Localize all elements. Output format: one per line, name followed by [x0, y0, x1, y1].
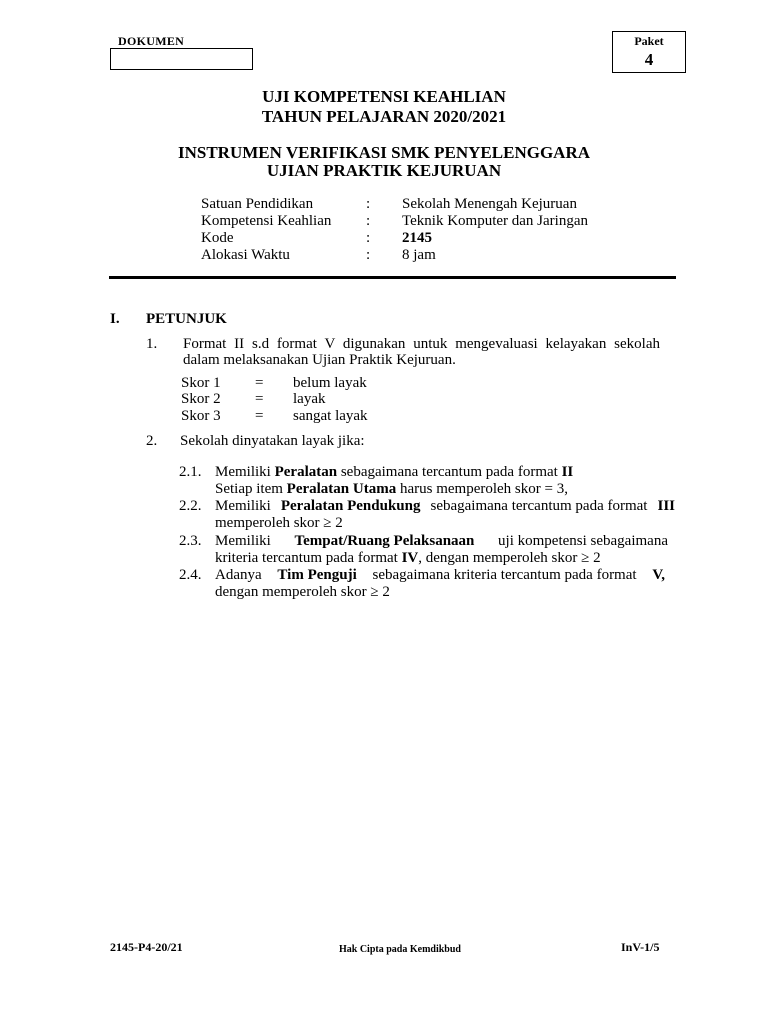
paket-number: 4: [644, 50, 654, 69]
title-line-3: INSTRUMEN VERIFIKASI SMK PENYELENGGARA: [178, 143, 590, 162]
text-run-bold: Tempat/Ruang Pelaksanaan: [294, 533, 475, 549]
info-value: Teknik Komputer dan Jaringan: [402, 213, 588, 229]
item-1-text: Format II s.d format V digunakan untuk mengevaluasi kelayakan sekolah: [183, 336, 660, 352]
footer-page-number: InV-1/5: [621, 940, 660, 954]
info-value-kode: 2145: [402, 230, 432, 246]
sub-item-2-2-line-2: memperoleh skor ≥ 2: [215, 515, 343, 531]
item-1-line-1: [183, 336, 660, 353]
item-1-line-2: dalam melaksanakan Ujian Praktik Kejuruan.: [183, 352, 456, 368]
section-title: PETUNJUK: [146, 311, 227, 327]
text-run-bold: Peralatan Utama: [286, 481, 397, 497]
info-label: Satuan Pendidikan: [201, 196, 314, 212]
text-run: Adanya: [215, 567, 262, 583]
title-line-2: TAHUN PELAJARAN 2020/2021: [261, 107, 507, 126]
item-number: 2.: [146, 433, 158, 449]
sub-item-2-2-line-1: [215, 498, 675, 515]
document-box: [110, 48, 253, 70]
sub-item-number: 2.3.: [179, 533, 202, 549]
text-run: kriteria tercantum pada format: [215, 550, 402, 566]
info-label: Kompetensi Keahlian: [201, 213, 332, 229]
sub-item-number: 2.2.: [179, 498, 202, 514]
footer-copyright: Hak Cipta pada Kemdikbud: [339, 944, 461, 955]
sub-item-2-3-line-1: [215, 533, 668, 550]
skor-label: Skor 3: [181, 408, 221, 424]
info-label: Kode: [201, 230, 234, 246]
text-run: sebagaimana kriteria tercantum pada format: [372, 567, 637, 583]
text-run: Memiliki: [215, 533, 271, 549]
info-colon: :: [366, 230, 371, 246]
text-run: sebagaimana tercantum pada format: [337, 464, 562, 480]
sub-item-2-1-line-2: [215, 481, 568, 498]
sub-item-number: 2.1.: [179, 464, 202, 480]
text-run-bold: Tim Penguji: [277, 567, 357, 583]
info-value: Sekolah Menengah Kejuruan: [402, 196, 577, 212]
info-value: 8 jam: [402, 247, 436, 263]
info-colon: :: [366, 247, 371, 263]
title-line-4: UJIAN PRAKTIK KEJURUAN: [266, 161, 502, 180]
skor-label: Skor 1: [181, 375, 221, 391]
text-run: harus memperoleh skor = 3,: [396, 481, 568, 497]
sub-item-number: 2.4.: [179, 567, 202, 583]
text-run-bold: Peralatan Pendukung: [280, 498, 421, 514]
text-run: Memiliki: [215, 464, 275, 480]
document-box-mark: [189, 48, 225, 49]
skor-equals: =: [255, 408, 264, 424]
skor-value: layak: [293, 391, 326, 407]
horizontal-rule: [109, 276, 676, 279]
section-number: I.: [110, 311, 120, 327]
document-label: DOKUMEN: [118, 34, 185, 48]
text-run: , dengan memperoleh skor ≥ 2: [418, 550, 601, 566]
title-line-1: UJI KOMPETENSI KEAHLIAN: [262, 87, 506, 106]
info-label: Alokasi Waktu: [201, 247, 290, 263]
sub-item-2-3-line-2: [215, 550, 601, 567]
text-run-bold: IV: [401, 550, 419, 566]
item-2-text: Sekolah dinyatakan layak jika:: [180, 433, 365, 449]
text-run-bold: V,: [652, 567, 665, 583]
text-run-bold: III: [657, 498, 675, 514]
text-run: sebagaimana tercantum pada format: [430, 498, 648, 514]
paket-label: Paket: [634, 34, 664, 48]
footer-document-code: 2145-P4-20/21: [110, 940, 183, 954]
item-number: 1.: [146, 336, 158, 352]
skor-value: sangat layak: [293, 408, 368, 424]
paket-box: [612, 31, 686, 73]
text-run: uji kompetensi sebagaimana: [498, 533, 668, 549]
skor-label: Skor 2: [181, 391, 221, 407]
skor-equals: =: [255, 375, 264, 391]
skor-value: belum layak: [293, 375, 367, 391]
text-run: Setiap item: [215, 481, 287, 497]
text-run: Memiliki: [215, 498, 271, 514]
text-run-bold: II: [561, 464, 574, 480]
info-colon: :: [366, 213, 371, 229]
info-colon: :: [366, 196, 371, 212]
text-run-bold: Peralatan: [274, 464, 338, 480]
skor-equals: =: [255, 391, 264, 407]
sub-item-2-4-line-1: [215, 567, 665, 584]
sub-item-2-4-line-2: dengan memperoleh skor ≥ 2: [215, 584, 390, 600]
sub-item-2-1-line-1: [215, 464, 573, 481]
